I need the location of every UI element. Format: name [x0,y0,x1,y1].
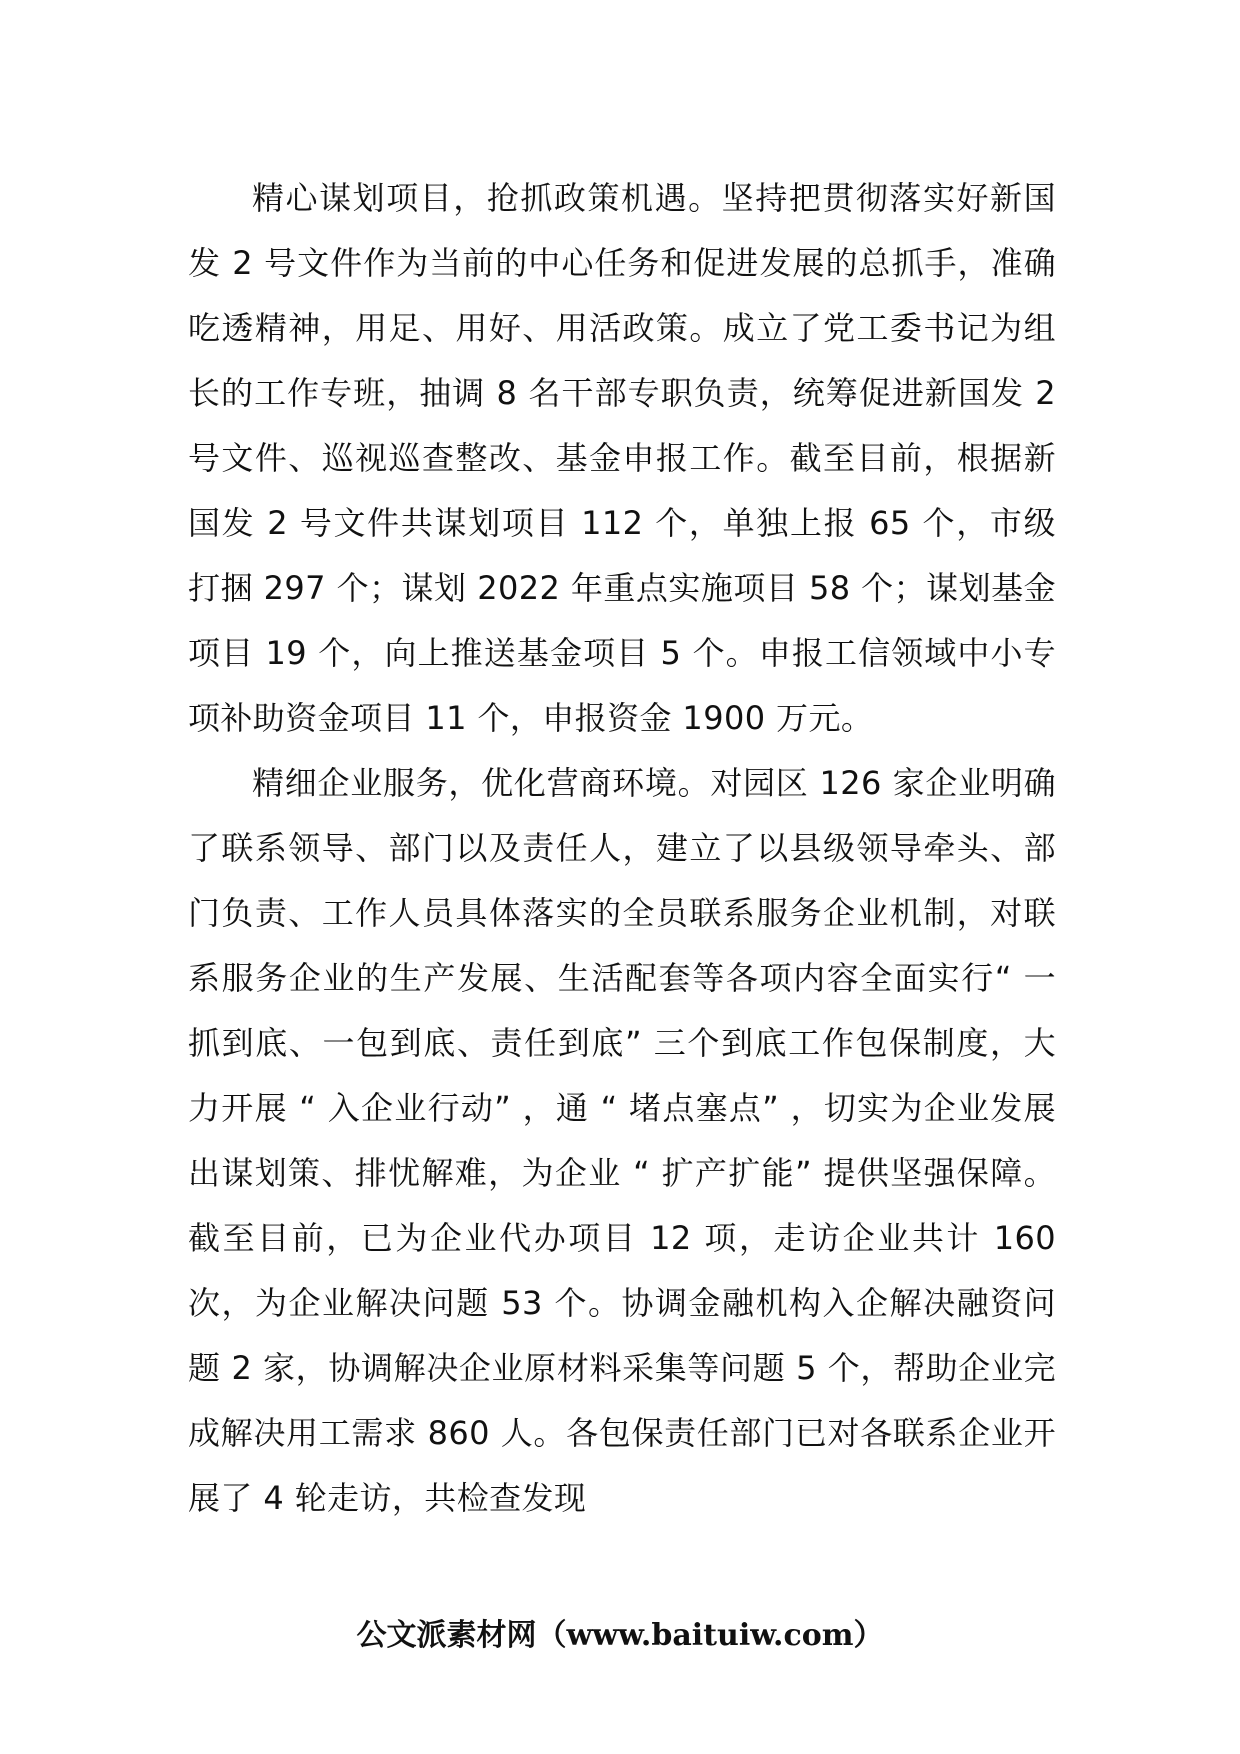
footer-watermark: 公文派素材网（www.baituiw.com） [356,1618,884,1653]
document-body [188,166,1056,1531]
paragraph-enterprise-service: 精细企业服务，优化营商环境。对园区 126 家企业明确了联系领导、部门以及责任人，建立了以县级领导牵头、部门负责、工作人员具体落实的全员联系服务企业机制，对联系服务企业的生产发展、生活配套等各项内容全面实行“ 一抓到底、一包到底、责任到底” 三个到底工作包保制度，大力开展 “ 入企业行动” ，通 “ 堵点塞点” ，切实为企业发展出谋划策、排忧解难，为企业 “ 扩产扩能” 提供坚强保障。截至目前，已为企业代办项目 12 项，走访企业共计 160 次，为企业解决问题 53 个。协调金融机构入企解决融资问题 2 家，协调解决企业原材料采集等问题 5 个，帮助企业完成解决用工需求 860 人。各包保责任部门已对各联系企业开展了 4 轮走访，共检查发现 [188,764,1056,1517]
paragraph-project-planning: 精心谋划项目，抢抓政策机遇。坚持把贯彻落实好新国发 2 号文件作为当前的中心任务和促进发展的总抓手，准确吃透精神，用足、用好、用活政策。成立了党工委书记为组长的工作专班，抽调 8 名干部专职负责，统筹促进新国发 2 号文件、巡视巡查整改、基金申报工作。截至目前，根据新国发 2 号文件共谋划项目 112 个，单独上报 65 个，市级打捆 297 个；谋划 2022 年重点实施项目 58 个；谋划基金项目 19 个，向上推送基金项目 5 个。申报工信领域中小专项补助资金项目 11 个，申报资金 1900 万元。 [188,179,1056,737]
